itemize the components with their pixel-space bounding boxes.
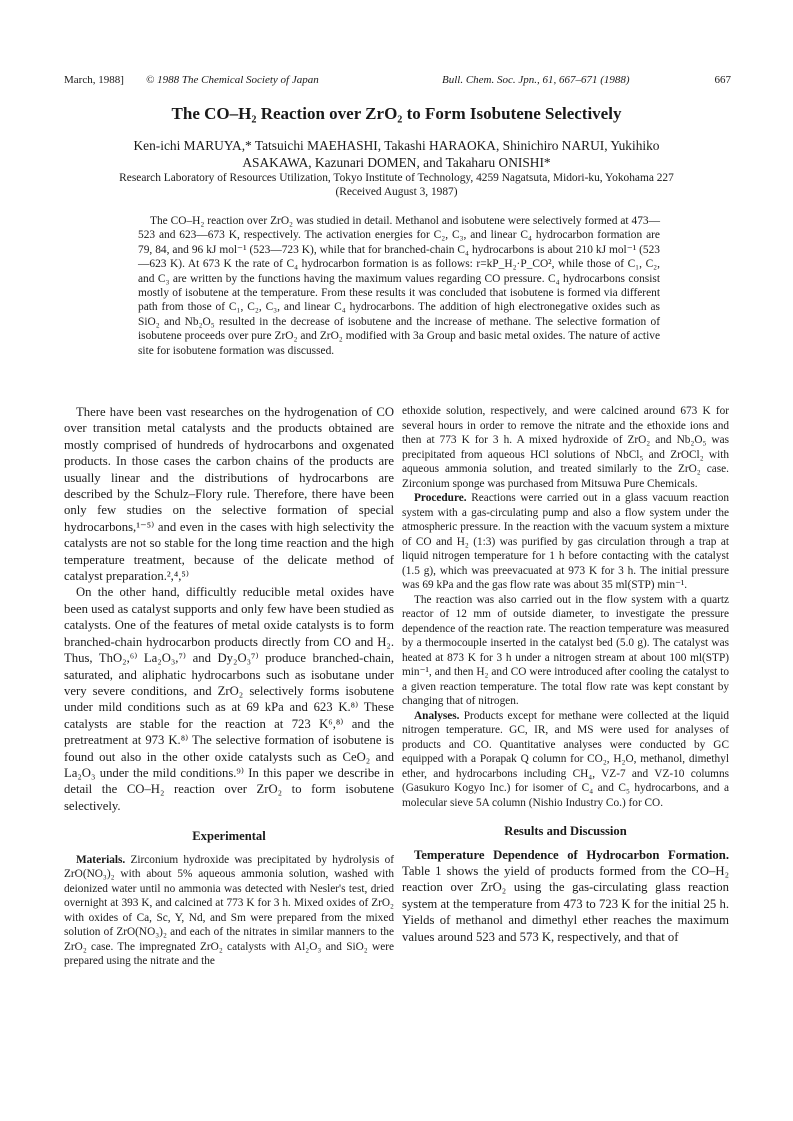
temperature-lead: Temperature Dependence of Hydrocarbon Formation. [414, 847, 729, 862]
materials-lead: Materials. [76, 853, 126, 866]
paper-title: The CO–H₂ Reaction over ZrO₂ to Form Isobutene Selectively [171, 104, 622, 123]
header-page-number: 667 [714, 74, 731, 86]
intro-paragraph-1: There have been vast researches on the hydrogenation of CO over transition metal catalysts and the products obtained are mostly comprised of hundreds of hydrocarbons and oxgenated products. In those cases the carbon chains of the products are usually linear and the distributions of hydrocarbons are described by the Schulz–Flory rule. Therefore, there have been only few studies on the selective formation of special hydrocarbons,¹⁻⁵⁾ and even in the cases with high selectivity the catalysts are not so stable for the long time reaction and the high temperature treatment, because of the delicate method of catalyst preparation.²,⁴,⁵⁾ [64, 405, 394, 584]
header-copyright: © 1988 The Chemical Society of Japan [146, 74, 319, 86]
analyses-text: Products except for methane were collected at the liquid nitrogen temperature. GC, IR, and MS were used for analyses of products and CO. Quantitative analyses were conducted by GC equipped with a Porapak Q column for CO₂, H₂O, methanol, dimethyl ether, and hydrocarbons including CH₄, VZ-7 and VZ-10 columns (Gasukuro Kogyo Inc.) for isomer of C₄ and C₅ hydrocarbons, and a molecular sieve 5A column (Nishio Industry Co.) for CO. [402, 709, 729, 809]
running-header [64, 74, 731, 90]
author-list: Ken-ichi MARUYA,* Tatsuichi MAEHASHI, Takashi HARAOKA, Shinichiro NARUI, Yukihiko ASAKAWA, Kazunari DOMEN, and Takaharu ONISHI* [133, 138, 660, 170]
intro-paragraph-2: On the other hand, difficultly reducible metal oxides have been used as catalyst supports and only few have been studied as catalysts. One of the features of metal oxide catalysts is to form branched-chain hydrocarbon products directly from CO and H₂. Thus, ThO₂,⁶⁾ La₂O₃,⁷⁾ and Dy₂O₃⁷⁾ produce branched-chain, saturated, and aliphatic hydrocarbons such as isobutane under very severe conditions, and ZrO₂ selectively forms isobutene under mild conditions such as at 69 kPa and 623 K.⁸⁾ These catalysts are stable for the reaction at 723 K⁶,⁸⁾ and the pretreatment at 973 K.⁸⁾ The selective formation of isobutene is found out also in the other oxide catalysts such as CeO₂ and La₂O₃ under the mild conditions.⁹⁾ In this paper we describe in detail the CO–H₂ reaction over ZrO₂ to form isobutene selectively. [64, 585, 394, 813]
header-journal: Bull. Chem. Soc. Jpn., 61, 667–671 (1988) [442, 74, 630, 86]
affiliation-block [100, 171, 693, 199]
temperature-paragraph [402, 847, 729, 945]
experimental-heading: Experimental [192, 829, 266, 844]
left-column [64, 404, 394, 969]
analyses-paragraph [402, 709, 729, 811]
temperature-text: Table 1 shows the yield of products formed from the CO–H₂ reaction over ZrO₂ using the gas-circulating glass reaction system at the temperature from 473 to 723 K for the initial 25 h. Yields of methanol and dimethyl ether reaches the maximum values around 523 and 573 K, respectively, and that of [402, 863, 729, 944]
affiliation: Research Laboratory of Resources Utilization, Tokyo Institute of Technology, 4259 Nagatsuta, Midori-ku, Yokohama 227 [119, 172, 674, 184]
header-date: March, 1988] [64, 74, 124, 86]
abstract: The CO–H₂ reaction over ZrO₂ was studied in detail. Methanol and isobutene were selectively formed at 473—523 and 623—673 K, respectively. The activation energies for C₂, C₃, and linear C₄ hydrocarbon formation are 79, 84, and 96 kJ mol⁻¹ (523—723 K), while that for branched-chain C₄ hydrocarbons is about 210 kJ mol⁻¹ (523—623 K). At 673 K the rate of C₄ hydrocarbon formation is as follows: r=kP_H₂·P_CO², while those of C₁, C₂, and C₃ are written by the functions having the maximum values regarding CO pressure. C₄ hydrocarbons consist mostly of isobutene at the temperature. From these results it was concluded that isobutene is formed via different path from those of C₁, C₂, C₃, and linear C₄ hydrocarbons. The addition of high electronegative oxides such as SiO₂ and Nb₂O₅ resulted in the decrease of isobutene and the increase of methane. The selective formation of isobutene proceeds over pure ZrO₂ and ZrO₂ modified with 3a Group and basic metal oxides. The nature of active site for isobutene formation was discussed. [138, 215, 660, 357]
procedure-lead: Procedure. [414, 492, 467, 504]
results-heading: Results and Discussion [504, 824, 627, 838]
continued-paragraph: ethoxide solution, respectively, and were calcined around 673 K for several hours in order to remove the nitrate and the ethoxide ions and then at 773 K for 3 h. A mixed hydroxide of ZrO₂ and Nb₂O₅ was precipitated from aqueous HCl solutions of NbCl₅ and ZrOCl₂ with aqueous ammonia solution, and treated similarly to the ZrO₂ case. Zirconium sponge was purchased from Mitsuwa Pure Chemicals. [402, 405, 729, 490]
analyses-lead: Analyses. [414, 709, 460, 722]
materials-text: Zirconium hydroxide was precipitated by hydrolysis of ZrO(NO₃)₂ with about 5% aqueous ammonia solution, washed with deionized water until no ammonia was detected with Nesler's test, dried overnight at 393 K, and calcined at 773 K for 3 h. Mixed oxides of ZrO₂ with oxides of Ca, Sc, Y, Nd, and Sm were prepared from the mixed solution of ZrO(NO₃)₂ and each of the nitrates in similar manners to the ZrO₂ case. The impregnated ZrO₂ catalysts with Al₂O₃ and SiO₂ were prepared using the nitrate and the [64, 853, 394, 968]
right-column [402, 404, 729, 945]
procedure-text: Reactions were carried out in a glass vacuum reaction system with a gas-circulating pump and also a flow system under the atmospheric pressure. In the reaction with the vacuum system a mixture of CO and H₂ (1:3) was purified by gas circulation through a trap at liquid nitrogen temperature for 1 h before contacting with the catalyst (1.5 g), which was preevacuated at 973 K for 3 h. The initial pressure was 69 kPa and the gas flow rate was about 35 ml(STP) min⁻¹. [402, 492, 729, 591]
received-date: (Received August 3, 1987) [335, 186, 458, 199]
materials-paragraph [64, 853, 394, 969]
procedure-paragraph [402, 491, 729, 593]
flow-system-paragraph: The reaction was also carried out in the flow system with a quartz reactor of 12 mm of outside diameter, to investigate the pressure dependence of the reaction rate. The reaction temperature was measured by a thermocouple inserted in the catalyst bed (5.0 g). The catalyst was heated at 873 K for 3 h under a nitrogen stream at about 100 ml(STP) min⁻¹, and then H₂ and CO were introduced after cooling the catalyst to a given reaction temperature. The total flow rate was kept constant by changing that of nitrogen. [402, 593, 729, 707]
